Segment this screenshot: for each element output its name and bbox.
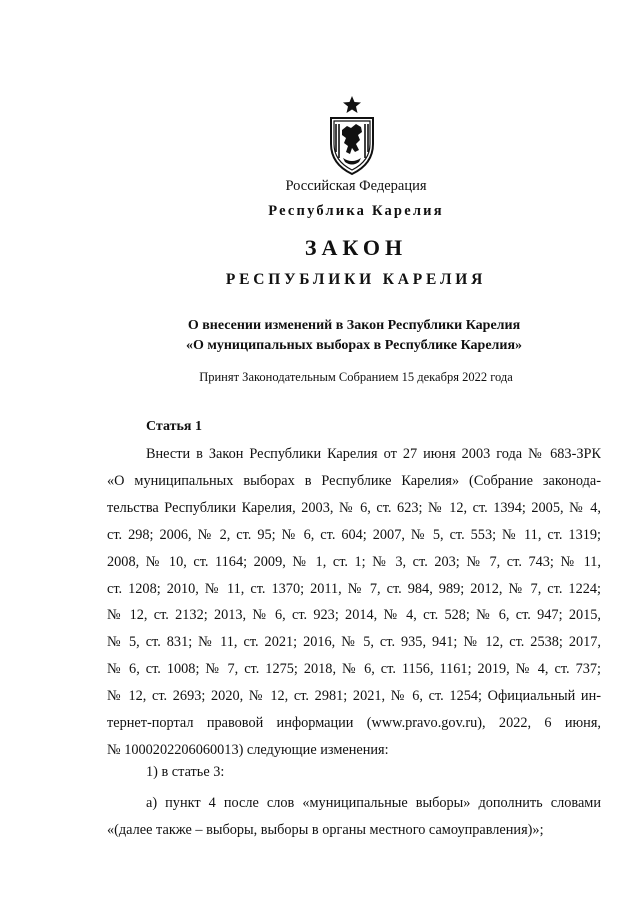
- paragraph-line: ст. 298; 2006, № 2, ст. 95; № 6, ст. 604; 2007, № 5, ст. 553; № 11, ст. 1319;: [107, 526, 601, 543]
- paragraph-line: № 5, ст. 831; № 11, ст. 2021; 2016, № 5, ст. 935, 941; № 12, ст. 2538; 2017,: [107, 634, 601, 651]
- paragraph-line: тельства Республики Карелия, 2003, № 6, ст. 623; № 12, ст. 1394; 2005, № 4,: [107, 499, 601, 516]
- paragraph-line: № 12, ст. 2132; 2013, № 6, ст. 923; 2014, № 4, ст. 528; № 6, ст. 947; 2015,: [107, 607, 601, 624]
- paragraph-line: 2008, № 10, ст. 1164; 2009, № 1, ст. 1; № 3, ст. 203; № 7, ст. 743; № 11,: [107, 553, 601, 570]
- paragraph-line: № 1000202206060013) следующие изменения:: [107, 741, 389, 758]
- article-subitem-a: [107, 790, 601, 844]
- paragraph-line: «(далее также – выборы, выборы в органы местного самоуправления)»;: [107, 821, 544, 838]
- adoption-note: Принят Законодательным Собранием 15 декабря 2022 года: [199, 370, 513, 384]
- article-paragraph-1: [107, 441, 601, 764]
- article-heading: Статья 1: [146, 419, 202, 434]
- paragraph-line: тернет-портал правовой информации (www.pravo.gov.ru), 2022, 6 июня,: [107, 715, 601, 732]
- law-title-line-2: «О муниципальных выборах в Республике Карелия»: [185, 338, 523, 353]
- paragraph-line: а) пункт 4 после слов «муниципальные выборы» дополнить словами: [146, 795, 601, 811]
- paragraph-line: ст. 1208; 2010, № 11, ст. 1370; 2011, № 7, ст. 984, 989; 2012, № 7, ст. 1224;: [107, 580, 601, 597]
- republic-heading: Республика Карелия: [268, 203, 444, 219]
- list-item-1: 1) в статье 3:: [146, 764, 225, 780]
- country-heading: Российская Федерация: [285, 178, 427, 194]
- karelia-coat-of-arms-icon: [325, 94, 379, 176]
- paragraph-line: № 12, ст. 2693; 2020, № 12, ст. 2981; 2021, № 6, ст. 1254; Официальный ин-: [107, 688, 601, 705]
- paragraph-line: Внести в Закон Республики Карелия от 27 июня 2003 года № 683-ЗРК: [146, 446, 601, 462]
- paragraph-line: «О муниципальных выборах в Республике Карелия» (Собрание законода-: [107, 472, 601, 489]
- law-title-line-1: О внесении изменений в Закон Республики Карелия: [187, 318, 521, 333]
- law-subheading: РЕСПУБЛИКИ КАРЕЛИЯ: [225, 271, 487, 288]
- law-heading: ЗАКОН: [304, 235, 408, 260]
- paragraph-line: № 6, ст. 1008; № 7, ст. 1275; 2018, № 6, ст. 1156, 1161; 2019, № 4, ст. 737;: [107, 661, 601, 678]
